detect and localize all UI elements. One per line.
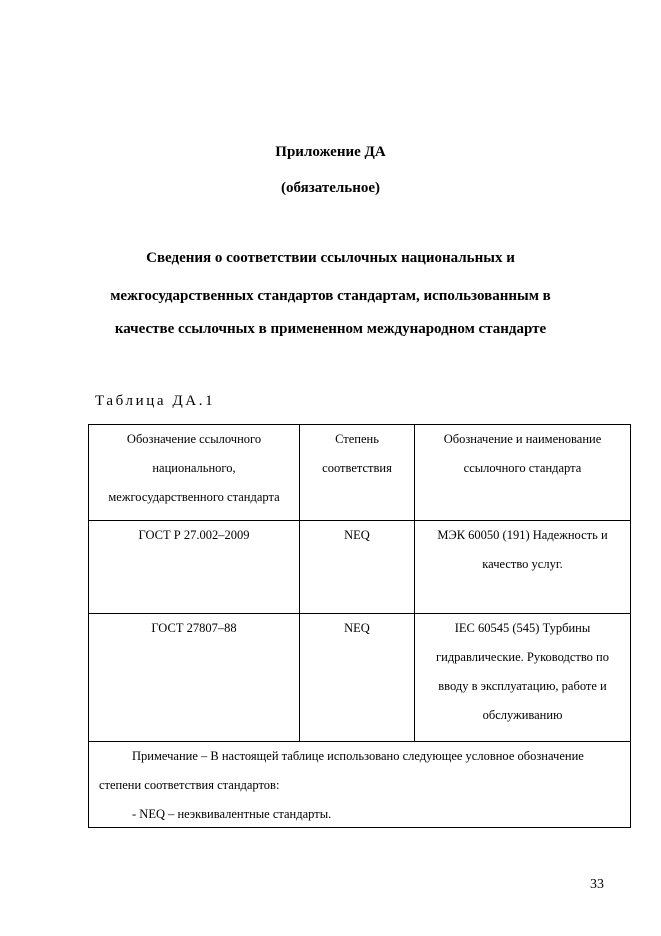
cell-text: ГОСТ Р 27.002–2009 xyxy=(138,528,250,542)
correspondence-table xyxy=(88,424,631,828)
header-text: национального, xyxy=(152,461,236,475)
header-text: межгосударственного стандарта xyxy=(108,490,280,504)
cell-text: гидравлические. Руководство по xyxy=(436,650,609,664)
cell-text: IEC 60545 (545) Турбины xyxy=(454,621,591,635)
table-label: Таблица ДА.1 xyxy=(95,393,216,409)
table-note xyxy=(89,742,630,827)
cell-text: вводу в эксплуатацию, работе и xyxy=(438,679,607,693)
header-text: соответствия xyxy=(322,461,392,475)
cell-text: МЭК 60050 (191) Надежность и xyxy=(437,528,608,542)
header-text: ссылочного стандарта xyxy=(463,461,582,475)
table-row xyxy=(89,614,630,742)
cell-text: обслуживанию xyxy=(482,708,563,722)
header-degree xyxy=(300,425,415,520)
cell-national xyxy=(89,614,300,741)
header-text: Обозначение ссылочного xyxy=(126,432,262,446)
cell-degree xyxy=(300,521,415,613)
note-line-2: степени соответствия стандартов: xyxy=(99,778,280,792)
table-header-row xyxy=(89,425,630,521)
page-number: 33 xyxy=(590,877,604,892)
header-international-standard xyxy=(415,425,630,520)
appendix-status: (обязательное) xyxy=(280,180,381,196)
heading-line-1: Сведения о соответствии ссылочных национальных и xyxy=(146,250,515,266)
note-line-1: Примечание – В настоящей таблице использовано следующее условное обозначение xyxy=(132,749,584,763)
table-row xyxy=(89,521,630,614)
header-text: Степень xyxy=(335,432,379,446)
note-line-3: - NEQ – неэквивалентные стандарты. xyxy=(132,807,332,821)
cell-text: NEQ xyxy=(344,528,370,542)
heading-line-2: межгосударственных стандартов стандартам, использованным в xyxy=(110,288,551,304)
header-text: Обозначение и наименование xyxy=(443,432,602,446)
cell-degree xyxy=(300,614,415,741)
cell-text: качество услуг. xyxy=(482,557,563,571)
appendix-title: Приложение ДА xyxy=(275,144,386,160)
cell-national xyxy=(89,521,300,613)
cell-international xyxy=(415,521,630,613)
cell-text: ГОСТ 27807–88 xyxy=(151,621,237,635)
header-national-standard xyxy=(89,425,300,520)
heading-line-3: качестве ссылочных в примененном международном стандарте xyxy=(114,321,547,337)
cell-text: NEQ xyxy=(344,621,370,635)
cell-international xyxy=(415,614,630,741)
